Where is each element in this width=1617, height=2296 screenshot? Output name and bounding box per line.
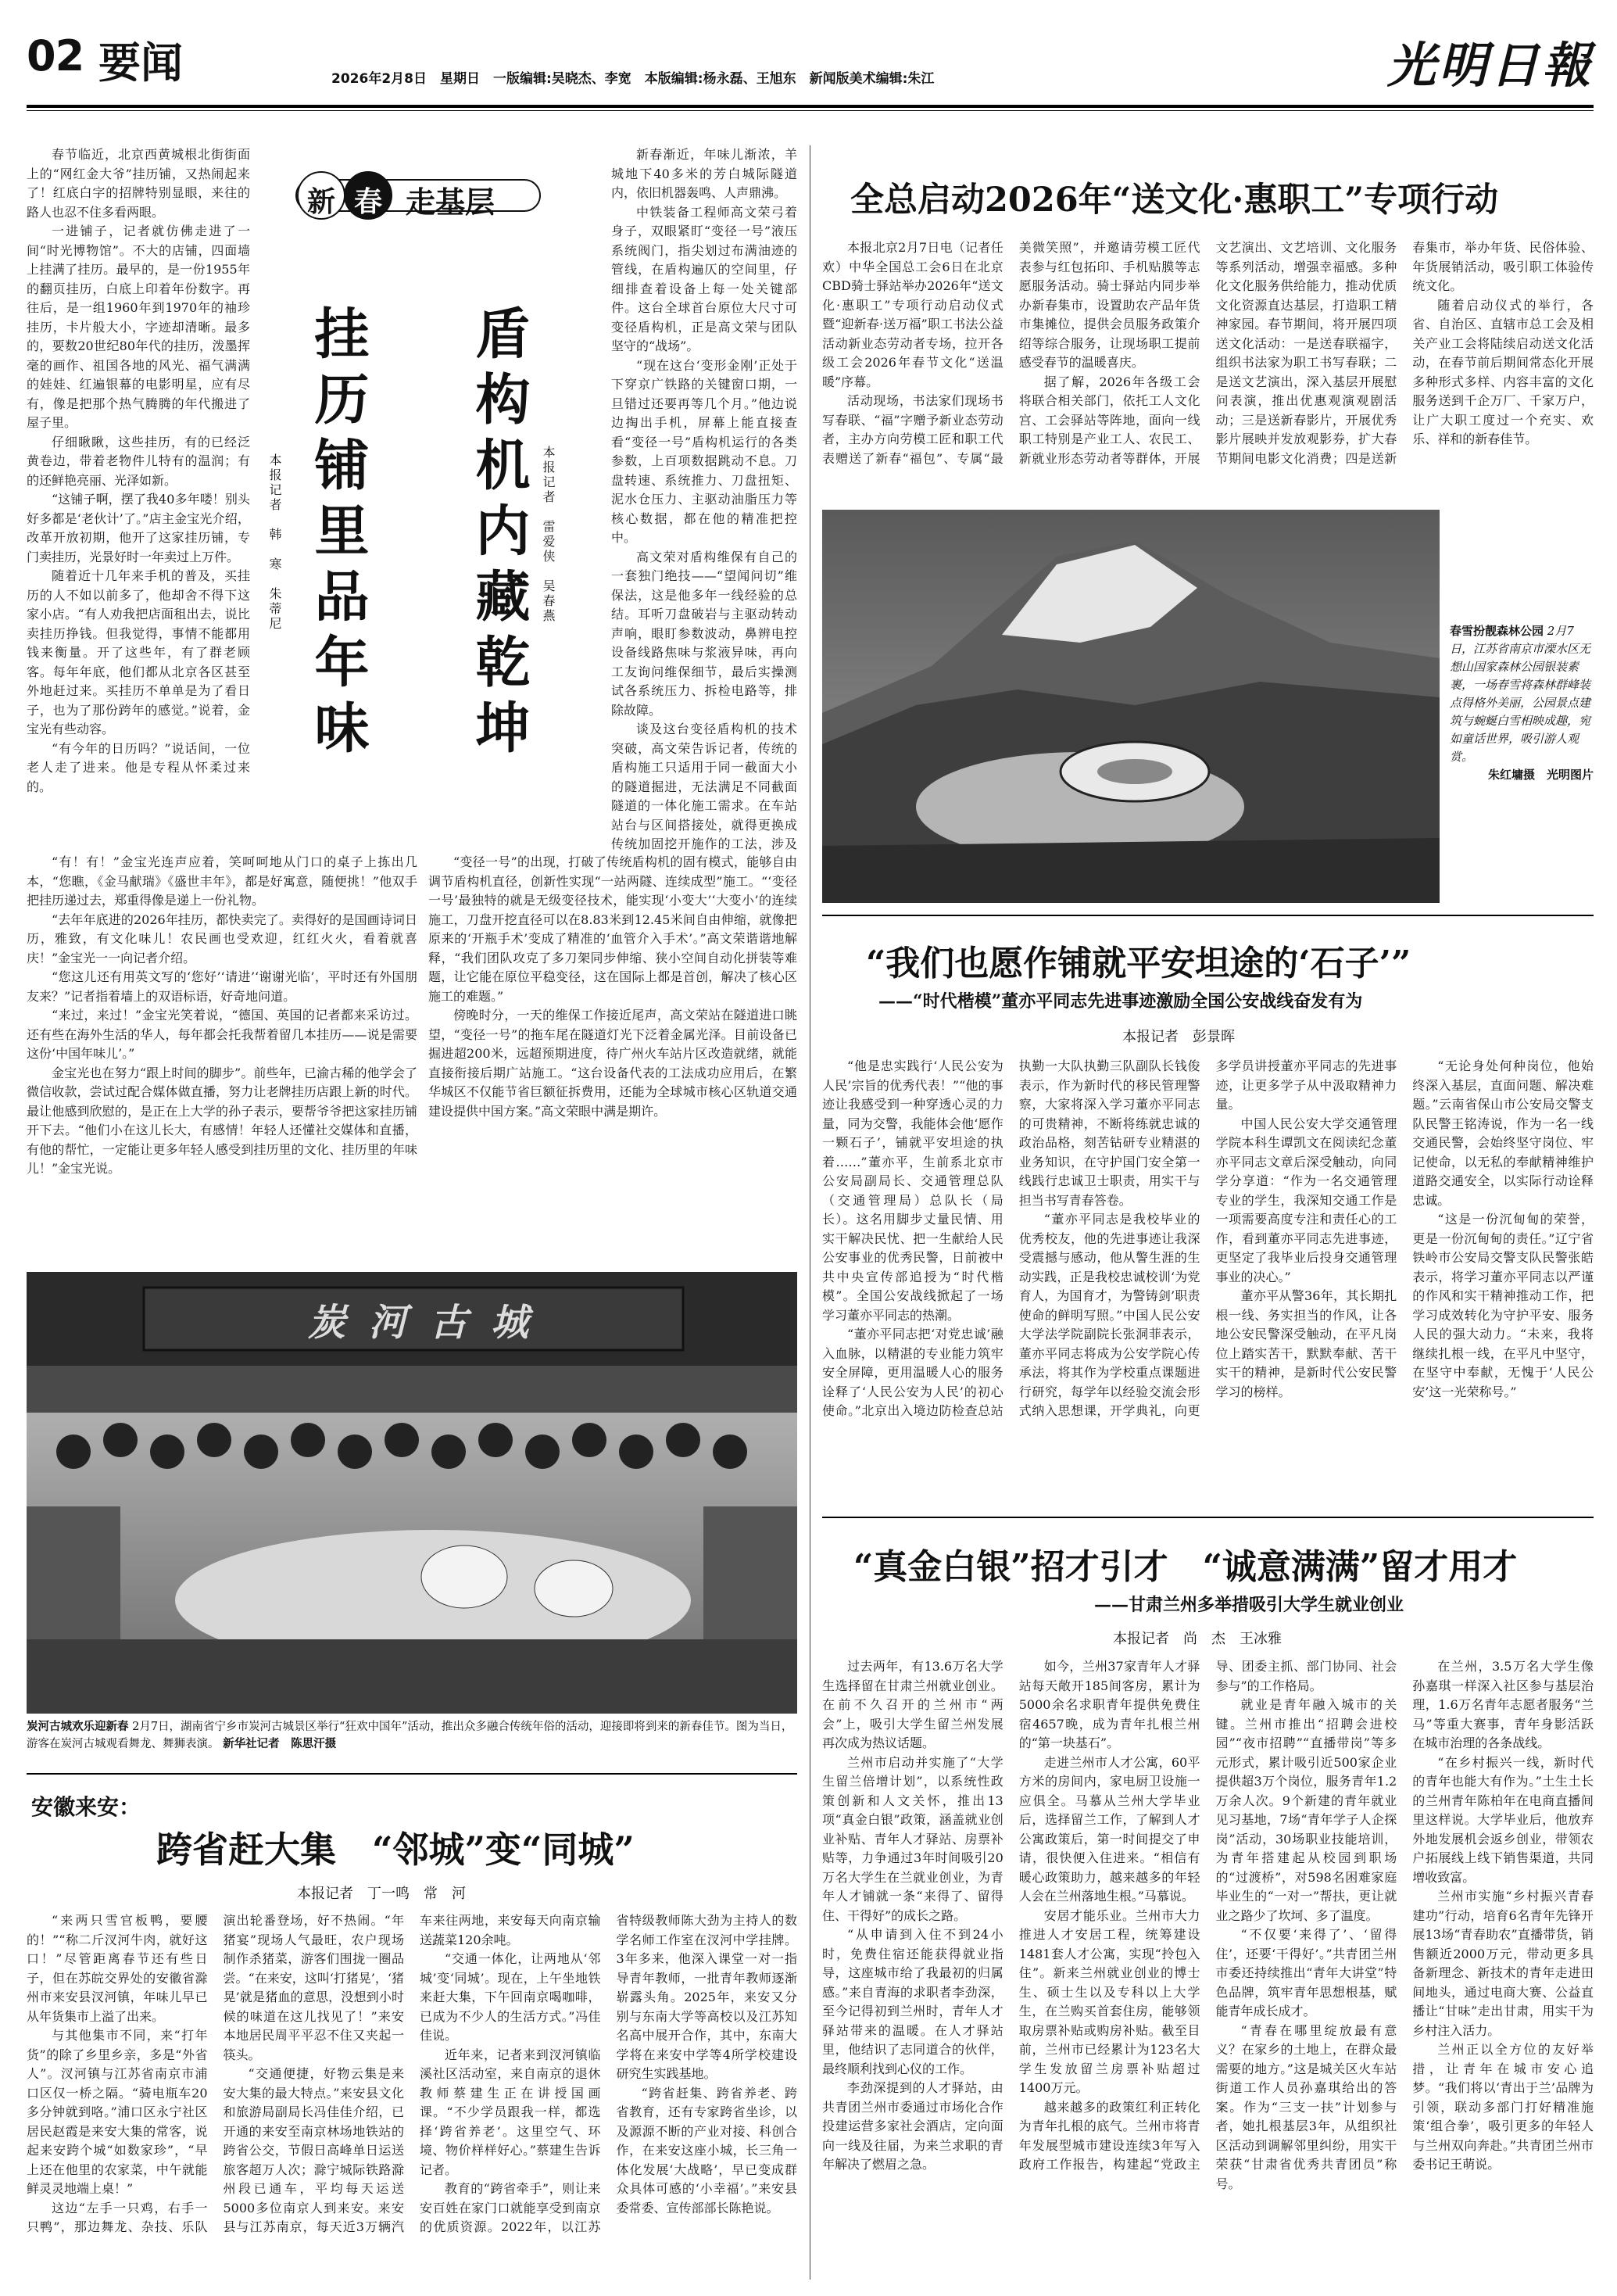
left-story-para: “来过，来过！”金宝光笑着说，“德国、英国的记者都来采访过。还有些在海外生活的华人，每年都会托我帮着留几本挂历——说是需要这份‘中国年味儿’。”: [27, 1008, 417, 1061]
anhui-para: “交通便捷，好物云集是来安大集的最大特点。”来安县文化和旅游局副局长冯佳佳介绍，已开通的来安至南京林场地铁站的跨省公交，节假日高峰单日运送旅客超万人次；滁宁城际铁路滁州段已通车，平均每天运送5000多位南京人到来安。来安县与江苏南京，每天近3万辆汽车来往两地，来安每天向南京输送蔬菜120余吨。: [223, 1913, 601, 2234]
lion-caption-credit: 新华社记者 陈思汗摄: [223, 1737, 337, 1750]
anhui-para: “交通一体化，让两地从‘邻城’变‘同城’。现在，上午坐地铁来赶大集，下午回南京喝咖啡，已成为不少人的生活方式。”冯佳佳说。: [420, 1951, 601, 2043]
right-story-para: “现在这台‘变形金刚’正处于下穿京广铁路的关键窗口期，一旦错过还要再等几个月。”他边说边掏出手机，屏幕上能直接查看“变径一号”盾构机运行的各类参数，上百项数据跳动不息。刀盘转速、系统推力、刀盘扭矩、泥水仓压力、主驱动油脂压力等核心数据，都在他的精准把控中。: [611, 357, 797, 545]
lion-caption-text: 2月7日，湖南省宁乡市炭河古城景区举行“狂欢中国年”活动，推出众多融合传统年俗的活动，迎接即将到来的新春佳节。图为当日，游客在炭河古城观看舞龙、舞狮表演。: [27, 1721, 793, 1750]
lion-photo-sign: 炭河古城: [308, 1301, 553, 1345]
forest-caption-title: 春雪扮靓森林公园: [1450, 624, 1544, 638]
police-para: “他是忠实践行‘人民公安为人民’宗旨的优秀代表！”“他的事迹让我感受到一种穿透心灵的力量，同为交警，我能体会他‘愿作一颗石子’，铺就平安坦途的执着……”董亦平，生前系北京市公安局副局长、交通管理总队（交通管理局）总队长（局长）。这名用脚步丈量民情、用实干解决民忧、把一生献给人民公安事业的优秀民警，日前被中共中央宣传部追授为“时代楷模”。全国公安战线掀起了一场学习董亦平同志的热潮。: [822, 1058, 1003, 1323]
forest-caption-text: 2月7日，江苏省南京市溧水区无想山国家森林公园银装素裹，一场春雪将森林群峰装点得格外美丽，公园景点建筑与蜿蜒白雪相映成趣，宛如童话世界，吸引游人观赏。: [1450, 624, 1591, 764]
badge-prefix: 新: [307, 185, 336, 218]
union-para: 活动现场，书法家们现场书写春联、“福”字赠予新业态劳动者，主办方向劳模工匠和职工代表赠送了新春“福包”、专属“最美微笑照”，并邀请劳模工匠代表参与红包拓印、手机贴膜等志愿服务活动。骑士驿站内同步举办新春集市，设置助农产品年货市集摊位，提供会员服务政策介绍等综合服务，让现场职工提前感受春节的温暖喜庆。: [822, 240, 1200, 466]
anhui-para: 与其他集市不同，来“打年货”的除了乡里乡亲，多是“外省人”。汊河镇与江苏省南京市浦口区仅一桥之隔。“骑电瓶车20多分钟就到咯。”浦口区永宁社区居民赵霞是来安大集的常客，说起来安跨个城“如数家珍”，“早上还在他里的农家菜，中午就能鲜灵灵地端上桌！”: [27, 2028, 208, 2196]
left-story-byline: 本报记者 韩 寒 朱蒂尼: [267, 453, 282, 632]
paper-name: 光明日報: [1386, 37, 1594, 94]
right-story-para: 谈及这台变径盾构机的技术突破，高文荣告诉记者，传统的盾构施工只适用于同一截面大小的隧道掘进，无法满足不同截面隧道的一体化施工需求。在车站站台与区间搭接处，就得更换成传统加固挖开施作的工法，涉及: [611, 722, 797, 851]
lanzhou-para: 越来越多的政策红利正转化为青年扎根的底气。兰州市将青年发展型城市建设连续3年写入政府工作报告，构建起“党政主导、团委主抓、部门协同、社会参与”的工作格局。: [1018, 1659, 1397, 2172]
lanzhou-para: “青春在哪里绽放最有意义？在家乡的土地上，在群众最需要的地方。”这是城关区火车站街道工作人员孙嘉琪给出的答案。作为“三支一扶”计划参与者，她扎根基层3年，从组织社区活动到调解邻里纠纷，用实干荣获“甘肃省优秀共青团员”称号。: [1215, 2022, 1397, 2191]
lanzhou-para: 李劲深提到的人才驿站，由共青团兰州市委通过市场化合作投建运营多家社会酒店，定向面向一线及往届，为来兰求职的青年解决了燃眉之急。: [822, 2080, 1003, 2172]
lanzhou-para: 安居才能乐业。兰州市大力推进人才安居工程，统筹建设1481套人才公寓，实现“拎包入住”。新来兰州就业创业的博士生、硕士生以及专科以上大学生，在兰购买首套住房，能够领取房票补贴或购房补贴。截至目前，兰州市已经累计为123名大学生发放留兰房票补贴超过1400万元。: [1018, 1907, 1200, 2095]
left-story-para: “有今年的日历吗？”说话间，一位老人走了进来。他是专程从怀柔过来的。: [27, 740, 250, 794]
anhui-byline: 本报记者 丁一鸣 常 河: [297, 1886, 466, 1902]
lanzhou-para: “在乡村振兴一线，新时代的青年也能大有作为。”土生土长的兰州青年陈柏年在电商直播间里这样说。大学毕业后，他放弃外地发展机会返乡创业，带领农户拓展线上线下销售渠道，共同增收致富。: [1412, 1754, 1594, 1885]
union-body: [822, 238, 1594, 500]
union-para: 本报北京2月7日电（记者任欢）中华全国总工会6日在北京CBD骑士驿站举办2026年“送文化·惠职工”专项行动启动仪式暨“迎新春·送万福”职工书法公益活动新业态劳动者专场，拉开各级工会2026年春节文化“送温暖”序幕。: [822, 240, 1003, 389]
police-top-rule: [822, 915, 1594, 916]
right-story-para: 新春渐近，年味儿渐浓，羊城地下40多米的芳白城际隧道内，依旧机器轰鸣、人声鼎沸。: [611, 147, 797, 200]
anhui-para: 教育的“跨省牵手”，则让来安百姓在家门口就能享受到南京的优质资源。2022年，以江苏省特级教师陈大劲为主持人的数学名师工作室在汊河中学挂牌。3年多来，他深入课堂一对一指导青年教师，一批青年教师逐渐崭露头角。2025年，来安又分别与东南大学等高校以及江苏知名高中展开合作，其中，东南大学将在来安中学等4所学校建设研究生实践基地。: [420, 1913, 797, 2234]
badge-suffix: 走基层: [406, 184, 495, 220]
lanzhou-top-rule: [822, 1517, 1594, 1518]
forest-caption-credit: 朱红墉摄 光明图片: [1487, 768, 1594, 782]
police-para: 董亦平从警36年，其长期扎根一线、务实担当的作风，让各地公安民警深受触动，在平凡岗位上踏实苦干，默默奉献、苦干实干的精神，是新时代公安民警学习的榜样。: [1215, 1288, 1397, 1399]
lanzhou-subtitle: ——甘肃兰州多举措吸引大学生就业创业: [1094, 1595, 1404, 1615]
forest-photo: [822, 510, 1440, 903]
right-story-body: [611, 145, 797, 853]
lanzhou-para: “从申请到入住不到24小时，免费住宿还能获得就业指导，这座城市给了我最初的归属感。”来自青海的求职者李劲深，至今记得初到兰州时，青年人才驿站带来的温暖。在人才驿站里，他结识了志同道合的伙伴，最终顺利找到心仪的工作。: [822, 1927, 1003, 2076]
forest-photo-caption: [1450, 622, 1594, 784]
masthead: [27, 27, 1594, 105]
column-badge: [293, 167, 543, 222]
left-story-para: 一进铺子，记者就仿佛走进了一间“时光博物馆”。不大的店铺，四面墙上挂满了挂历。最早的，是一份1955年的翻页挂历，白底上印着年份数字。再往后，是一组1960年到1970年的袖珍挂历，卡片般大小，字迹却清晰。最多的，要数20世纪80年代的挂历，泼墨挥毫的画作、祖国各地的风光、福气满满的娃娃、红遍银幕的电影明星，应有尽有，像是把那个热气腾腾的年代搬进了屋子里。: [27, 224, 250, 430]
left-story-para: “您这儿还有用英文写的‘您好’‘请进’‘谢谢光临’，平时还有外国朋友来？”记者指着墙上的双语标语，好奇地问道。: [27, 969, 417, 1004]
police-para: “董亦平同志把‘对党忠诚’融入血脉，以精湛的专业能力筑牢安全屏障，更用温暖人心的服务诠释了‘人民公安为人民’的初心使命。”北京出入境边防检查总站执勤一大队执勤三队副队长钱俊表示，作为新时代的移民管理警察，大家将深入学习董亦平同志的可贵精神，不断将练就忠诚的政治品格，刻苦钻研专业精湛的业务知识，在守护国门安全第一线践行忠诚卫士职责，用实干与担当书写青春答卷。: [822, 1058, 1200, 1418]
police-para: “这是一份沉甸甸的荣誉，更是一份沉甸甸的责任。”辽宁省铁岭市公安局交警支队民警张皓表示，将学习董亦平同志以严谨的作风和实干精神推动工作，把学习成效转化为守护平安、服务人民的强大动力。“未来，我将继续扎根一线，在平凡中坚守，在坚守中奉献，无愧于‘人民公安’这一光荣称号。”: [1412, 1212, 1594, 1399]
lion-dance-photo: [27, 1272, 797, 1714]
anhui-title: 跨省赶大集 “邻城”变“同城”: [156, 1829, 635, 1871]
anhui-body: [27, 1911, 797, 2287]
union-para: 随着启动仪式的举行，各省、自治区、直辖市总工会及相关产业工会将陆续启动送文化活动，在春节前后期间常态化开展多种形式多样、内容丰富的文化服务送到千企万厂、千家万户，让广大职工度过一个充实、欢乐、祥和的新春佳节。: [1412, 297, 1594, 446]
lanzhou-para: 如今，兰州37家青年人才驿站每天敞开185间客房，累计为5000余名求职青年提供免费住宿4657晚，成为青年扎根兰州的“第一块基石”。: [1018, 1659, 1200, 1750]
left-story-body-cont: [27, 853, 417, 1259]
lanzhou-para: 兰州市启动并实施了“大学生留兰倍增计划”，以系统性政策创新和人文关怀，推出13项“真金白银”政策，涵盖就业创业补贴、青年人才驿站、房票补贴等，力争通过3年时间吸引20万名大学生在兰就业创业，为青年人才铺就一条“来得了、留得住、干得好”的成长之路。: [822, 1754, 1003, 1923]
anhui-kicker: 安徽来安：: [31, 1794, 141, 1820]
snowy-mountain-scene-icon: [822, 510, 1440, 903]
masthead-rule: [27, 105, 1594, 108]
police-subtitle: ——“时代楷模”董亦平同志先进事迹激励全国公安战线奋发有为: [878, 991, 1363, 1012]
left-story-para: “这铺子啊，摆了我40多年喽！别头好多都是‘老伙计’了。”店主金宝光介绍，改革开放初期，他开了这家挂历铺，专门卖挂历，光景好时一年卖过上万件。: [27, 492, 250, 564]
right-story-para: 高文荣对盾构维保有自己的一套独门绝技——“望闻问切”维保法，这是他多年一线经验的总结。耳听刀盘破岩与主驱动转动声响，眼盯参数波动，鼻辨电控设备线路焦味与浆液异味，再向工友询问维保细节，最后实操测试各系统压力、拆检电路等，排除故障。: [611, 549, 797, 718]
page-number: 02: [27, 31, 84, 81]
left-story-para: 随着近十几年来手机的普及，买挂历的人不如以前多了，他却舍不得下这家小店。“有人劝我把店面租出去，说比卖挂历挣钱。但我觉得，事情不能都用钱来衡量。开了这些年，有了群老顾客。每年年底，他们都从北京各区甚至外地赶过来。买挂历不单单是为了看日子，也为了那份跨年的感觉。”说着，金宝光有些动容。: [27, 568, 250, 736]
left-story-para: 仔细瞅瞅，这些挂历，有的已经泛黄卷边，带着老物件儿特有的温润；有的还鲜艳亮丽、光泽如新。: [27, 434, 250, 488]
anhui-para: 这边“左手一只鸡，右手一只鸭”，那边舞龙、杂技、乐队演出轮番登场，好不热闹。“年猪宴”现场人气最旺，农户现场制作杀猪菜，游客们围拢一圈品尝。“在来安，这叫‘打猪晃’，‘猪晃’就是猪血的意思，没想到小时候的味道在这儿找见了！”来安本地居民周平平忍不住又夹起一筷头。: [27, 1913, 404, 2234]
section-name: 要闻: [98, 38, 183, 88]
left-story-para: “去年年底进的2026年挂历，都快卖完了。卖得好的是国画诗词日历，雅致，有文化味儿！农民画也受欢迎，红红火火，看着就喜庆！”金宝光一一向记者介绍。: [27, 912, 417, 965]
anhui-para: “跨省赶集、跨省养老、跨省教育，还有专家跨省坐诊，以及源源不断的产业对接、科创合作，在来安这座小城，长三角一体化发展‘大战略’，早已变成群众具体可感的‘小幸福’。”来安县委常委、宣传部部长陈艳说。: [616, 2085, 797, 2215]
lanzhou-para: 在兰州，3.5万名大学生像孙嘉琪一样深入社区参与基层治理，1.6万名青年志愿者服务“兰马”等重大赛事，青年身影活跃在城市治理的各条战线。: [1412, 1659, 1594, 1750]
left-story-para: 金宝光也在努力“跟上时间的脚步”。前些年，已渝古稀的他学会了微信收款，尝试过配合媒体做直播，努力让老牌挂历店跟上新的时代。最让他感到欣慰的，是正在上大学的孙子表示，要帮爷爷把这家挂历铺开下去。“他们小在这儿长大，有感情！年轻人还懂社交媒体和直播，有他的帮忙，一定能让更多年轻人感受到挂历里的文化、挂历里的年味儿！”金宝光说。: [27, 1065, 417, 1176]
right-story-body-cont: [428, 853, 797, 1259]
anhui-top-rule: [27, 1773, 797, 1775]
lion-photo-caption: [27, 1718, 797, 1753]
left-story-para: 春节临近，北京西黄城根北街街面上的“网红金大爷”挂历铺，又热闹起来了！红底白字的招牌特别显眼，来往的路人也忍不住多看两眼。: [27, 147, 250, 220]
police-para: 中国人民公安大学交通管理学院本科生谭凯文在阅读纪念董亦平同志文章后深受触动，向同学分享道：“作为一名交通管理专业的学生，我深知交通工作是一项需要高度专注和责任心的工作，看到董亦平同志先进事迹，更坚定了我毕业后投身交通管理事业的决心。”: [1215, 1116, 1397, 1284]
right-story-title: 盾构机内藏乾坤: [467, 305, 531, 765]
lanzhou-para: 走进兰州市人才公寓，60平方米的房间内，家电厨卫设施一应俱全。马慕从兰州大学毕业后，选择留兰工作，了解到人才公寓政策后，第一时间提交了申请，很快便入住进来。“相信有暖心政策助力，越来越多的年轻人会在兰州落地生根。”马慕说。: [1018, 1754, 1200, 1904]
right-story-para: 傍晚时分，一天的维保工作接近尾声，高文荣站在隧道进口眺望，“变径一号”的拖车尾在隧道灯光下泛着金属光泽。目前设备已掘进超200米，远超预期进度，待广州火车站片区改造就绪，就能直接衔接后期广站施工。“这台设备代表的工法成功应用后，在繁华城区不仅能节省巨额征拆费用，还能为全球城市核心区轨道交通建设提供中国方案。”高文荣眼中满是期许。: [428, 1008, 797, 1119]
lanzhou-para: 兰州正以全方位的友好举措，让青年在城市安心追梦。“我们将以‘青出于兰’品牌为引领，联动多部门打好精准施策‘组合拳’，吸引更多的年轻人与兰州双向奔赴。”共青团兰州市委书记王萌说。: [1412, 2042, 1594, 2172]
badge-mid: 春: [354, 185, 383, 218]
union-title: 全总启动2026年“送文化·惠职工”专项行动: [850, 181, 1499, 220]
anhui-para: “来两只雪官板鸭，要腰的！”“称二斤汊河牛肉，就好这口！”尽管距离春节还有些日子，但在苏皖交界处的安徽省滁州市来安县汊河镇，年味儿早已从年货集市上溢了出来。: [27, 1913, 208, 2024]
police-para: “无论身处何种岗位，他始终深入基层，直面问题、解决难题。”云南省保山市公安局交警支队民警王铭涛说，作为一名一线交通民警，会始终坚守岗位、牢记使命，以无私的奉献精神维护道路交通安全，以实际行动诠释忠诚。: [1412, 1058, 1594, 1208]
lanzhou-body: [822, 1657, 1594, 2287]
left-story-title: 挂历铺里品年味: [306, 305, 370, 765]
police-byline: 本报记者 彭景晖: [1122, 1029, 1235, 1045]
police-title: “我们也愿作铺就平安坦途的‘石子’”: [866, 944, 1411, 983]
police-body: [822, 1057, 1594, 1503]
right-story-para: 中铁装备工程师高文荣弓着身子，双眼紧盯“变径一号”液压系统阀门，指尖划过布满油迹的管线，在盾构遍仄的空间里，仔细排查着设备上每一处关键部件。这台全球首台原位大尺寸可变径盾构机，正是高文荣与团队坚守的“战场”。: [611, 204, 797, 353]
left-story-para: “有！有！”金宝光连声应着，笑呵呵地从门口的桌子上拣出几本，“您瞧，《金马献瑞》《盛世丰年》，都是好寓意，随便挑！”他双手把挂历递过去，郑重得像是递上一份礼物。: [27, 854, 417, 908]
left-story-body: [27, 145, 250, 853]
lanzhou-para: “不仅要‘来得了’、‘留得住’，还要‘干得好’。”共青团兰州市委还持续推出“青年大讲堂”特色品牌，筑牢青年思想根基，赋能青年成长成才。: [1215, 1927, 1397, 2018]
police-para: “董亦平同志是我校毕业的优秀校友，他的先进事迹让我深受震撼与感动，他从警生涯的生动实践，正是我校忠诚校训‘为党育人，为国育才，为警铸剑’职责使命的鲜明写照。”中国人民公安大学法学院副院长张洞菲表示，董亦平同志将成为公安学院心传承法，将其作为学校重点课题进行研究，每学年以经验交流会形式纳入思想课，开学典礼，向更多学员讲授董亦平同志的先进事迹，让更多学子从中汲取精神力量。: [1018, 1058, 1397, 1418]
anhui-para: 近年来，记者来到汊河镇临溪社区活动室，来自南京的退休教师蔡建生正在讲授国画课。“不少学员跟我一样，都选择‘跨省养老’。这里空气、环境、物价样样好心。”蔡建生告诉记者。: [420, 2047, 601, 2177]
right-story-para: “变径一号”的出现，打破了传统盾构机的固有模式，能够自由调节盾构机直径，创新性实现“一站两隧、连续成型”施工。“‘变径一号’最独特的就是无级变径技术，能实现‘小变大’‘大变小’的连续施工，刀盘开挖直径可以在8.83米到12.45米间自由伸缩，就像把原来的‘开瓶手术’变成了精准的‘血管介入手术’。”高文荣谐谐地解释，“我们团队攻克了多刀架同步伸缩、狭小空间自动化拼装等难题，让它能在原位平稳变径，这在国际上都是首创，解决了核心区施工的难题。”: [428, 854, 797, 1004]
lanzhou-para: 兰州市实施“乡村振兴青春建功”行动，培育6名青年先锋开展13场“青春助农”直播带货，销售额近2000万元，带动更多具备新理念、新技术的青年走进田间地头，通过电商大赛、公益直播让“甘味”走出甘肃，用实干为乡村注入活力。: [1412, 1889, 1594, 2038]
lion-caption-title: 炭河古城欢乐迎新春: [27, 1720, 129, 1733]
lanzhou-para: 就业是青年融入城市的关键。兰州市推出“招聘会进校园”“夜市招聘”“直播带岗”等多元形式，累计吸引近500家企业提供超3万个岗位，服务青年1.2万余人次。9个新建的青年就业见习基地，7场“青年学子人企探岗”活动，30场职业技能培训，为青年搭建起从校园到职场的“过渡桥”，对598名困难家庭毕业生的“一对一”帮扶，更让就业之路少了坎坷、多了温度。: [1215, 1697, 1397, 1923]
lanzhou-title: “真金白银”招才引才 “诚意满满”留才用才: [853, 1547, 1518, 1587]
right-story-byline: 本报记者 雷爱侠 吴春燕: [541, 446, 556, 624]
lanzhou-para: 过去两年，有13.6万名大学生选择留在甘肃兰州就业创业。在前不久召开的兰州市“两会”上，吸引大学生留兰州发展再次成为热议话题。: [822, 1659, 1003, 1750]
union-para: 据了解，2026年各级工会将联合相关部门，依托工人文化宫、工会驿站等阵地，面向一线职工特别是产业工人、农民工、新就业形态劳动者等群体，开展文艺演出、文艺培训、文化服务等系列活动，增强幸福感。多种化文化服务供给能力，推动优质文化资源直达基层，打造职工精神家园。春节期间，将开展四项送文化活动：一是送春联福字，组织书法家为职工书写春联；二是送文艺演出，深入基层开展慰问表演，推出优惠观演观剧活动；三是送新春影片，开展优秀影片展映并发放观影券，扩大春节期间电影文化消费；四是送新春集市，举办年货、民俗体验、年货展销活动，吸引职工体验传统文化。: [1018, 240, 1594, 466]
masthead-rule-thin: [27, 110, 1594, 111]
masthead-info: 2026年2月8日 星期日 一版编辑:吴晓杰、李宽 本版编辑:杨永磊、王旭东 新闻版美术编辑:朱江: [331, 71, 935, 87]
lanzhou-byline: 本报记者 尚 杰 王冰雅: [1113, 1631, 1282, 1647]
